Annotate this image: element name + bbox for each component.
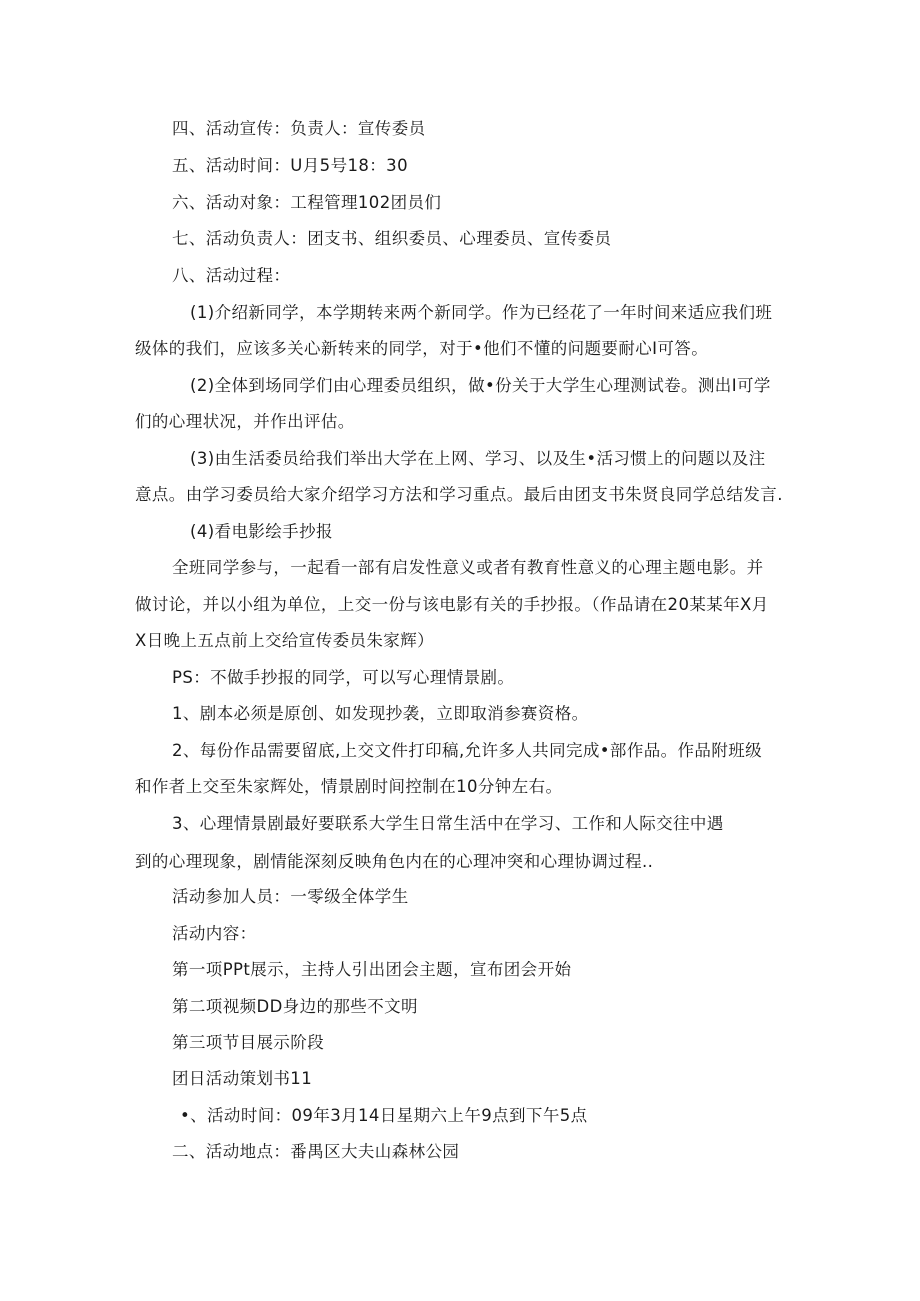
text-line: (3)由生活委员给我们举出大学在上网、学习、以及生•活习惯上的问题以及注	[190, 449, 766, 468]
section-heading: 团日活动策划书11	[172, 1069, 313, 1088]
text-line: 二、活动地点：番禺区大夫山森林公园	[172, 1142, 460, 1161]
text-line: (4)看电影绘手抄报	[190, 522, 333, 541]
text-line: 3、心理情景剧最好要联系大学生日常生活中在学习、工作和人际交往中遇	[172, 814, 724, 833]
text-line: 和作者上交至朱家辉处，情景剧时间控制在10分钟左右。	[135, 777, 563, 796]
text-line: 第三项节目展示阶段	[172, 1033, 325, 1052]
text-line: 意点。由学习委员给大家介绍学习方法和学习重点。最后由团支书朱贤良同学总结发言.	[135, 485, 783, 504]
text-line: 全班同学参与，一起看一部有启发性意义或者有教育性意义的心理主题电影。并	[172, 558, 764, 577]
text-line: (2)全体到场同学们由心理委员组织，做•份关于大学生心理测试卷。测出I可学	[190, 376, 771, 395]
text-line: 级体的我们，应该多关心新转来的同学，对于•他们不懂的问题要耐心I可答。	[135, 339, 709, 358]
text-line: 八、活动过程：	[172, 266, 291, 285]
text-line: 第一项PPt展示，主持人引出团会主题，宣布团会开始	[172, 960, 572, 979]
text-line: 七、活动负责人：团支书、组织委员、心理委员、宣传委员	[172, 229, 612, 248]
text-line: 六、活动对象：工程管理102团员们	[172, 193, 442, 212]
text-line: 活动参加人员：一零级全体学生	[172, 887, 409, 906]
text-line: 五、活动时间：U月5号18：30	[172, 156, 408, 175]
text-line: •、活动时间：09年3月14日星期六上午9点到下午5点	[180, 1106, 588, 1125]
text-line: 2、每份作品需要留底,上交文件打印稿,允许多人共同完成•部作品。作品附班级	[172, 741, 763, 760]
text-line: 到的心理现象，剧情能深刻反映角色内在的心理冲突和心理协调过程..	[135, 852, 654, 871]
text-line: X日晚上五点前上交给宣传委员朱家辉）	[135, 631, 435, 650]
text-line: (1)介绍新同学，本学期转来两个新同学。作为已经花了一年时间来适应我们班	[190, 303, 773, 322]
text-line: 四、活动宣传：负责人：宣传委员	[172, 119, 426, 138]
text-line: 活动内容：	[172, 924, 257, 943]
text-line: 第二项视频DD身边的那些不文明	[172, 997, 418, 1016]
text-line: 做讨论，并以小组为单位，上交一份与该电影有关的手抄报。（作品请在20某某年X月	[135, 595, 769, 614]
text-line: 们的心理状况，并作出评估。	[135, 412, 355, 431]
text-line: 1、剧本必须是原创、如发现抄袭，立即取消参赛资格。	[172, 704, 589, 723]
text-line: PS：不做手抄报的同学，可以写心理情景剧。	[172, 668, 515, 687]
